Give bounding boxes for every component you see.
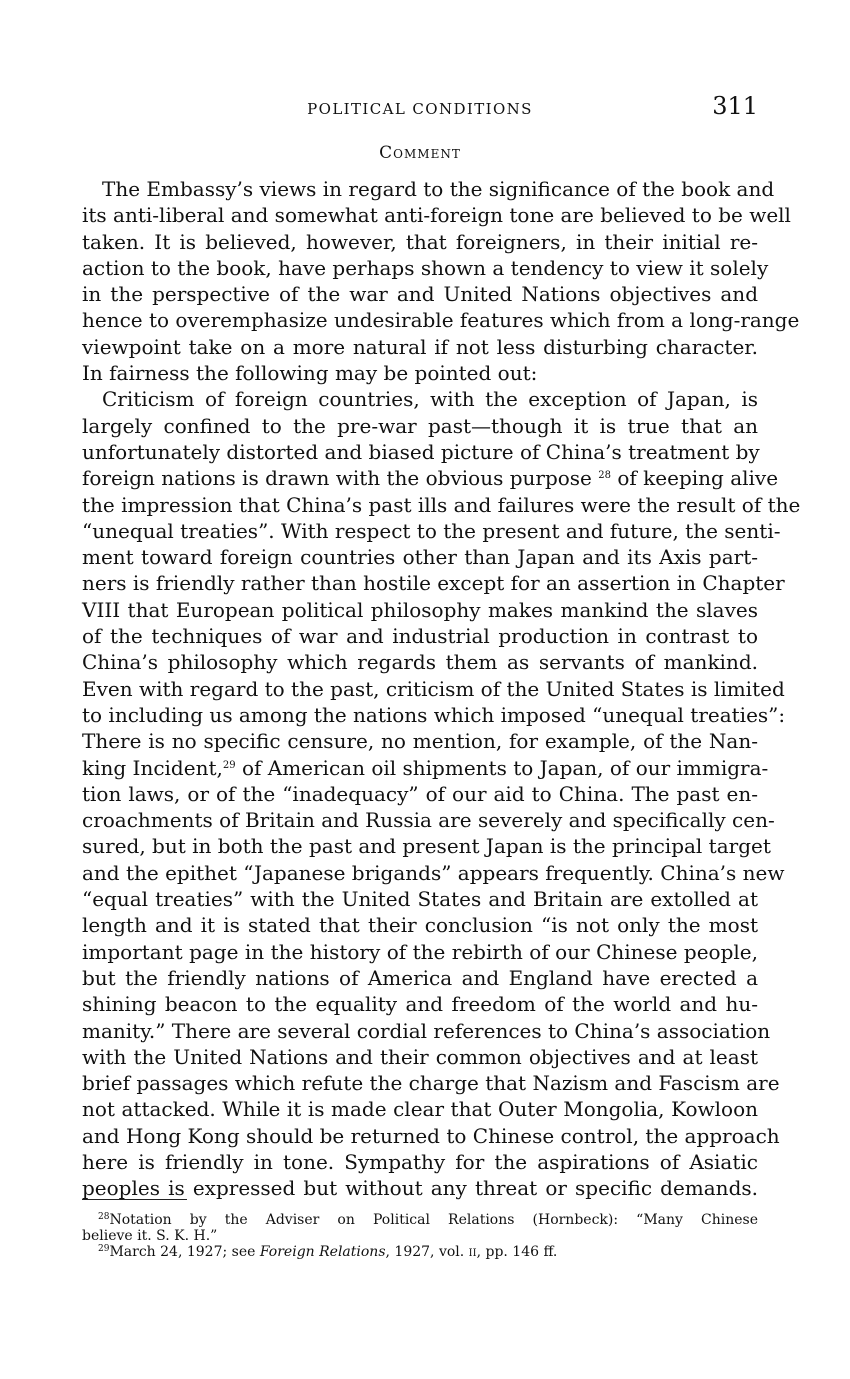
text-line: to including us among the nations which imposed “unequal treaties”:: [82, 702, 786, 727]
text-segment: of keeping alive: [617, 466, 779, 491]
text-segment: king Incident,: [82, 755, 223, 780]
text-line: Criticism of foreign countries, with the exception of Japan, is: [102, 387, 758, 412]
text-line: peoples is expressed but without any threat or specific demands.: [82, 1176, 758, 1201]
text-line: action to the book, have perhaps shown a tendency to view it solely: [82, 255, 769, 280]
text-line: VIII that European political philosophy makes mankind the slaves: [82, 597, 758, 622]
text-line: with the United Nations and their common objectives and at least: [82, 1044, 758, 1069]
text-line: in the perspective of the war and United Nations objectives and: [82, 282, 758, 307]
text-line: China’s philosophy which regards them as servants of mankind.: [82, 650, 758, 675]
text-line: the impression that China’s past ills and failures were the result of the: [82, 492, 801, 517]
text-line: Even with regard to the past, criticism of the United States is limited: [82, 676, 785, 701]
text-line: “equal treaties” with the United States and Britain are extolled at: [82, 887, 758, 912]
footnote-28-continued: believe it. S. K. H.”: [82, 1228, 218, 1244]
text-line-with-footnote-ref: [82, 465, 779, 491]
footnote-text: Notation by the Adviser on Political Relations (Hornbeck): “Many Chinese: [109, 1212, 758, 1228]
footnote-text: , 1927, vol.: [385, 1244, 469, 1260]
text-line: sured, but in both the past and present Japan is the principal target: [82, 834, 771, 859]
text-line: ners is friendly rather than hostile except for an assertion in Chapter: [82, 571, 785, 596]
text-line: ment toward foreign countries other than Japan and its Axis part-: [82, 545, 758, 570]
text-line: of the techniques of war and industrial production in contrast to: [82, 624, 758, 649]
text-line: largely confined to the pre-war past—though it is true that an: [82, 413, 758, 438]
text-line: There is no specific censure, no mention, for example, of the Nan-: [82, 729, 758, 754]
footnote-divider: [82, 1199, 187, 1200]
footnote-ref-28: 28: [598, 470, 611, 482]
text-line: viewpoint take on a more natural if not less disturbing character.: [82, 334, 758, 359]
text-line: manity.” There are several cordial references to China’s association: [82, 1018, 771, 1043]
footnote-mark: 29: [98, 1244, 110, 1254]
text-line: croachments of Britain and Russia are severely and specifically cen-: [82, 808, 775, 833]
footnote-volume: ii: [468, 1244, 477, 1260]
text-line: and Hong Kong should be returned to Chinese control, the approach: [82, 1123, 780, 1148]
text-line: length and it is stated that their conclusion “is not only the most: [82, 913, 758, 938]
text-line: The Embassy’s views in regard to the significance of the book and: [102, 177, 775, 201]
footnote-29: [82, 1244, 758, 1260]
footnote-ref-29: 29: [222, 759, 236, 771]
footnote-mark: 28: [98, 1212, 110, 1222]
text-line: not attacked. While it is made clear that Outer Mongolia, Kowloon: [82, 1097, 758, 1122]
text-line: and the epithet “Japanese brigands” appears frequently. China’s new: [82, 860, 785, 885]
text-line: In fairness the following may be pointed out:: [82, 361, 538, 386]
text-line: “unequal treaties”. With respect to the present and future, the senti-: [82, 518, 781, 543]
text-line: tion laws, or of the “inadequacy” of our aid to China. The past en-: [82, 781, 758, 806]
text-line: unfortunately distorted and biased picture of China’s treatment by: [82, 439, 760, 464]
text-line: its anti-liberal and somewhat anti-foreign tone are believed to be well: [82, 203, 791, 228]
footnote-28: [82, 1212, 758, 1228]
text-segment: foreign nations is drawn with the obvious purpose: [82, 466, 592, 491]
footnotes: [82, 1212, 758, 1260]
text-line-with-footnote-ref: [82, 755, 769, 781]
page-number: 311: [712, 92, 758, 120]
section-title: Comment: [379, 143, 461, 163]
body-text: [82, 176, 801, 1202]
page-header: [82, 92, 758, 124]
running-head: POLITICAL CONDITIONS: [307, 100, 533, 118]
text-line: brief passages which refute the charge that Nazism and Fascism are: [82, 1071, 780, 1096]
text-line: hence to overemphasize undesirable features which from a long-range: [82, 308, 800, 333]
text-line: shining beacon to the equality and freedom of the world and hu-: [82, 992, 758, 1017]
footnote-italic-title: Foreign Relations: [259, 1244, 386, 1260]
footnote-text: March 24, 1927; see: [109, 1244, 260, 1260]
footnote-text: , pp. 146 ff.: [476, 1244, 558, 1260]
text-line: taken. It is believed, however, that foreigners, in their initial re-: [82, 229, 758, 254]
text-line: important page in the history of the rebirth of our Chinese people,: [82, 939, 758, 964]
text-segment: of American oil shipments to Japan, of our immigra-: [241, 755, 769, 780]
text-line: here is friendly in tone. Sympathy for the aspirations of Asiatic: [82, 1149, 758, 1174]
text-line: but the friendly nations of America and England have erected a: [82, 965, 758, 990]
